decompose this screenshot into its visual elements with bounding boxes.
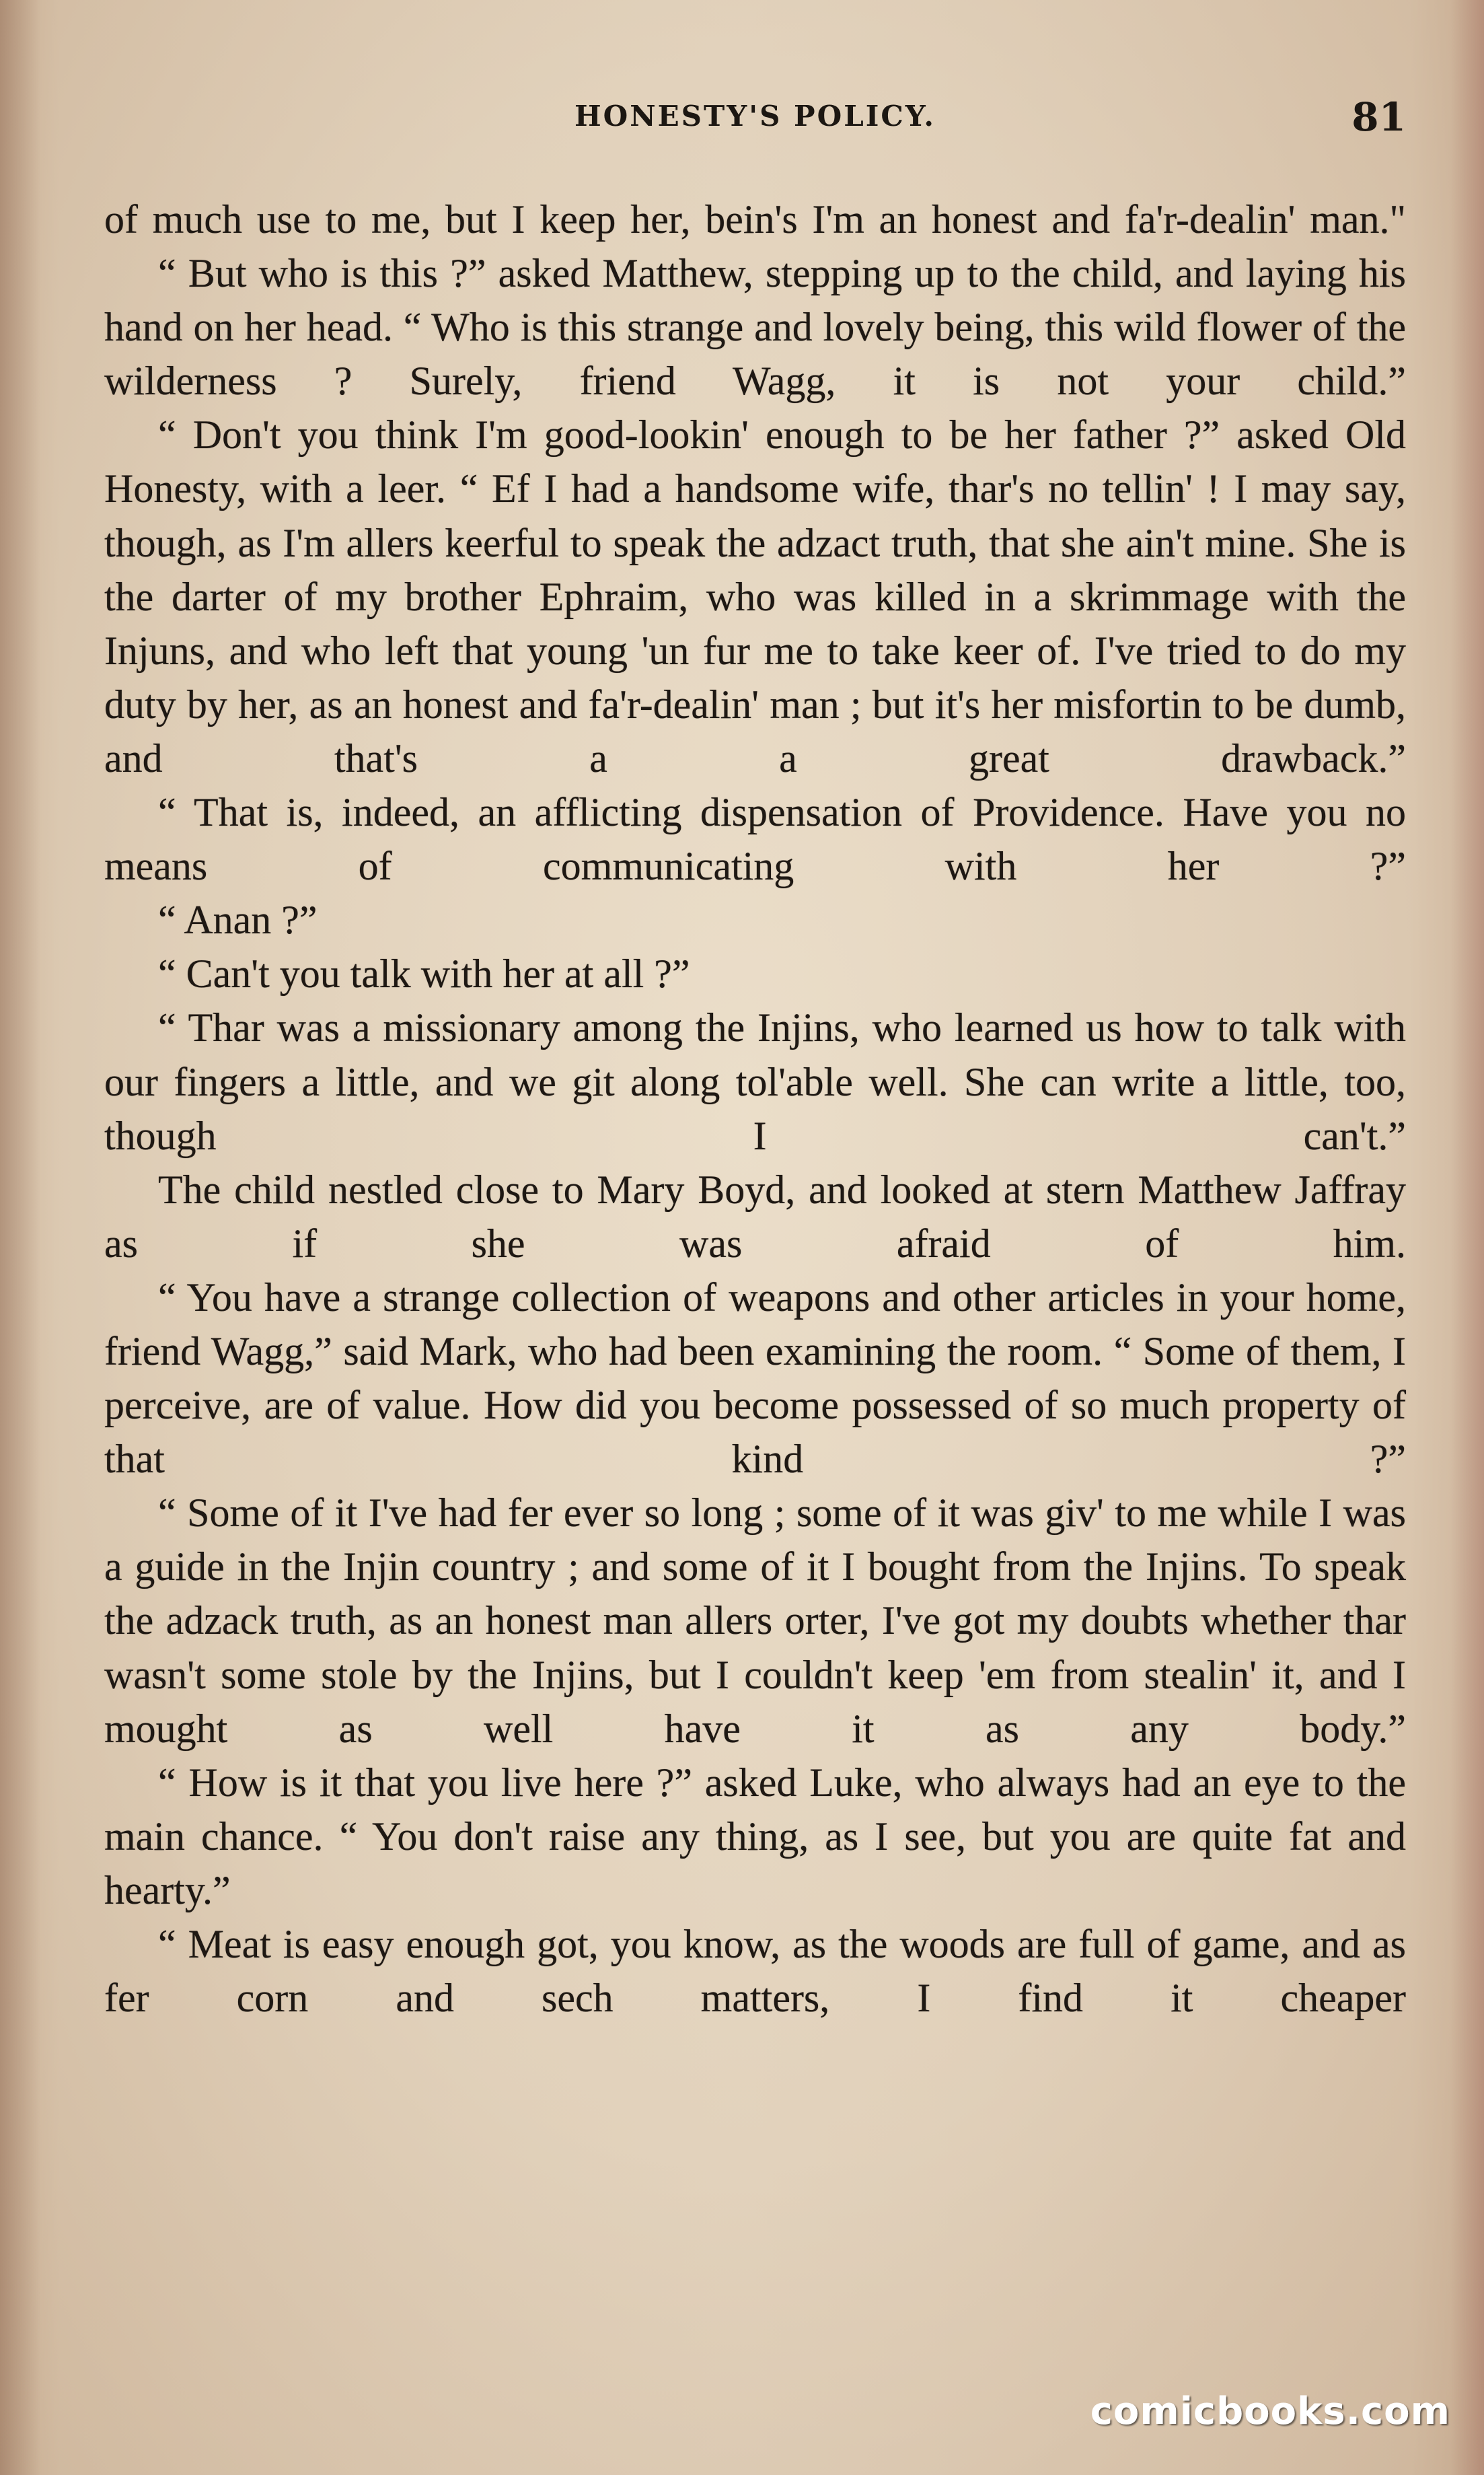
page-header (104, 94, 1406, 148)
paragraph: “ But who is this ?” asked Matthew, stepping up to the child, and laying his hand on her head. “ Who is this strange and lovely being, this wild flower of the wilderness ? Surely, friend Wagg, it is not your child.” (104, 251, 1406, 404)
paragraph: “ Meat is easy enough got, you know, as the woods are full of game, and as fer corn and sech matters, I find it cheaper (104, 1922, 1406, 2021)
running-head: HONESTY'S POLICY. (574, 100, 936, 133)
paragraph: “ That is, indeed, an afflicting dispensation of Providence. Have you no means of communicating with her ?” (104, 790, 1406, 889)
paragraph: “ Anan ?” (158, 898, 318, 943)
watermark-logo: comicbooks.com (1090, 2390, 1450, 2433)
paragraph: “ Don't you think I'm good-lookin' enough to be her father ?” asked Old Honesty, with a leer. “ Ef I had a handsome wife, thar's no tellin' ! I may say, though, as I'm allers keerful to speak the adzact truth, that she ain't mine. She is the darter of my brother Ephraim, who was killed in a skrimmage with the Injuns, and who left that young 'un fur me to take keer of. I've tried to do my duty by her, as an honest and fa'r-dealin' man ; but it's her misfortin to be dumb, and that's a a great drawback.” (104, 413, 1406, 781)
page-number: 81 (1351, 94, 1406, 140)
paragraph: “ Some of it I've had fer ever so long ; some of it was giv' to me while I was a guide in the Injin country ; and some of it I bought from the Injins. To speak the adzack truth, as an honest man allers orter, I've got my doubts whether thar wasn't some stole by the Injins, but I couldn't keep 'em from stealin' it, and I mought as well have it as any body.” (104, 1491, 1406, 1751)
paragraph: “ Can't you talk with her at all ?” (158, 952, 690, 997)
paragraph: “ How is it that you live here ?” asked Luke, who always had an eye to the main chance. “ You don't raise any thing, as I see, but you are quite fat and hearty.” (104, 1760, 1406, 1912)
body-text (104, 192, 1406, 2025)
paragraph: “ You have a strange collection of weapons and other articles in your home, friend Wagg,” said Mark, who had been examining the room. “ Some of them, I perceive, are of value. How did you become possessed of so much property of that kind ?” (104, 1275, 1406, 1482)
paragraph: “ Thar was a missionary among the Injins, who learned us how to talk with our fingers a little, and we git along tol'able well. She can write a little, too, though I can't.” (104, 1005, 1406, 1158)
paragraph: of much use to me, but I keep her, bein's I'm an honest and fa'r-dealin' man." (104, 197, 1406, 242)
paragraph: The child nestled close to Mary Boyd, and looked at stern Matthew Jaffray as if she was afraid of him. (104, 1167, 1406, 1266)
